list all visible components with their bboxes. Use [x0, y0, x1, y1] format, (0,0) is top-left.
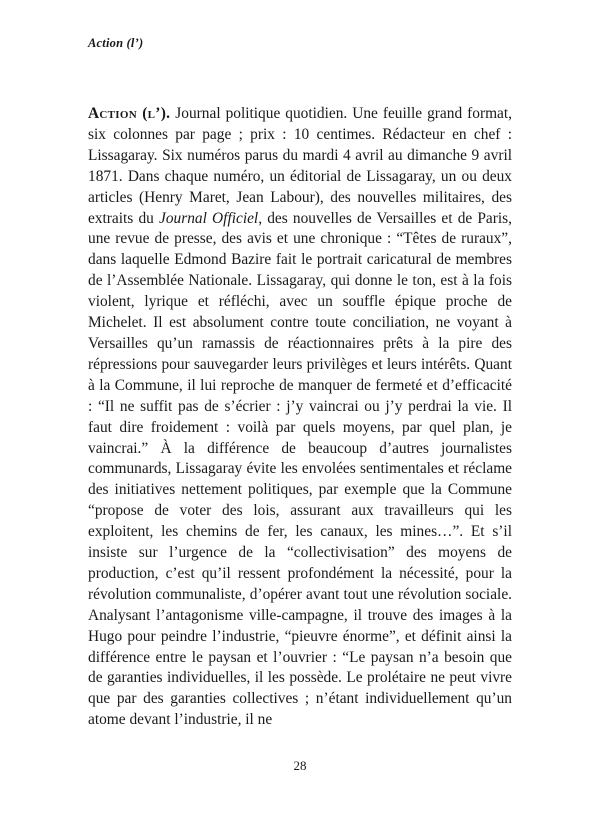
entry-headword: Action (l’). — [88, 105, 171, 122]
entry-text-part-1: Journal politique quotidien. Une feuille grand format, six colonnes par page ; prix : 10 centimes. Rédacteur en chef : Lissagaray. Six numéros parus du mardi 4 avril au dimanche 9 avril 1871. Dans chaque numéro, un éditorial de Lissagaray, un ou deux articles (Henry Maret, Jean Labour), des nouvelles militaires, des extraits du — [88, 105, 512, 227]
dictionary-entry — [88, 104, 512, 731]
entry-text-part-2: , des nouvelles de Versailles et de Paris, une revue de presse, des avis et une chronique : “Têtes de ruraux”, dans laquelle Edmond Bazire fait le portrait caricatural de membres de l’Assemblée Nationale. Lissagaray, qui donne le ton, est à la fois violent, lyrique et réfléchi, avec un souffle épique proche de Michelet. Il est absolument contre toute conciliation, ne voyant à Versailles qu’un ramassis de réactionnaires prêts à la pire des répressions pour sauvegarder leurs privilèges et leurs intérêts. Quant à la Commune, il lui reproche de manquer de fermeté et d’efficacité : “Il ne suffit pas de s’écrier : j’y vaincrai ou j’y perdrai la vie. Il faut dire froidement : voilà par quels moyens, par quel plan, je vaincrai.” À la différence de beaucoup d’autres journalistes communards, Lissagaray évite les envolées sentimentales et réclame des initiatives nettement politiques, par exemple que la Commune “propose de voter des lois, assurant aux travailleurs qui les exploitent, les chemins de fer, les canaux, les mines…”. Et s’il insiste sur l’urgence de la “collectivisation” des moyens de production, c’est qu’il ressent profondément la nécessité, pour la révolution communaliste, d’opérer avant tout une révolution sociale. Analysant l’antagonisme ville-campagne, il trouve des images à la Hugo pour peindre l’industrie, “pieuvre énorme”, et définit ainsi la différence entre le paysan et l’ouvrier : “Le paysan n’a besoin que de garanties individuelles, il les possède. Le prolétaire ne peut vivre que par des garanties collectives ; n’étant individuellement qu’un atome devant l’industrie, il ne — [88, 209, 512, 729]
entry-italic-title: Journal Officiel — [159, 209, 259, 227]
page-number: 28 — [293, 758, 307, 773]
running-head: Action (l’) — [88, 36, 144, 50]
